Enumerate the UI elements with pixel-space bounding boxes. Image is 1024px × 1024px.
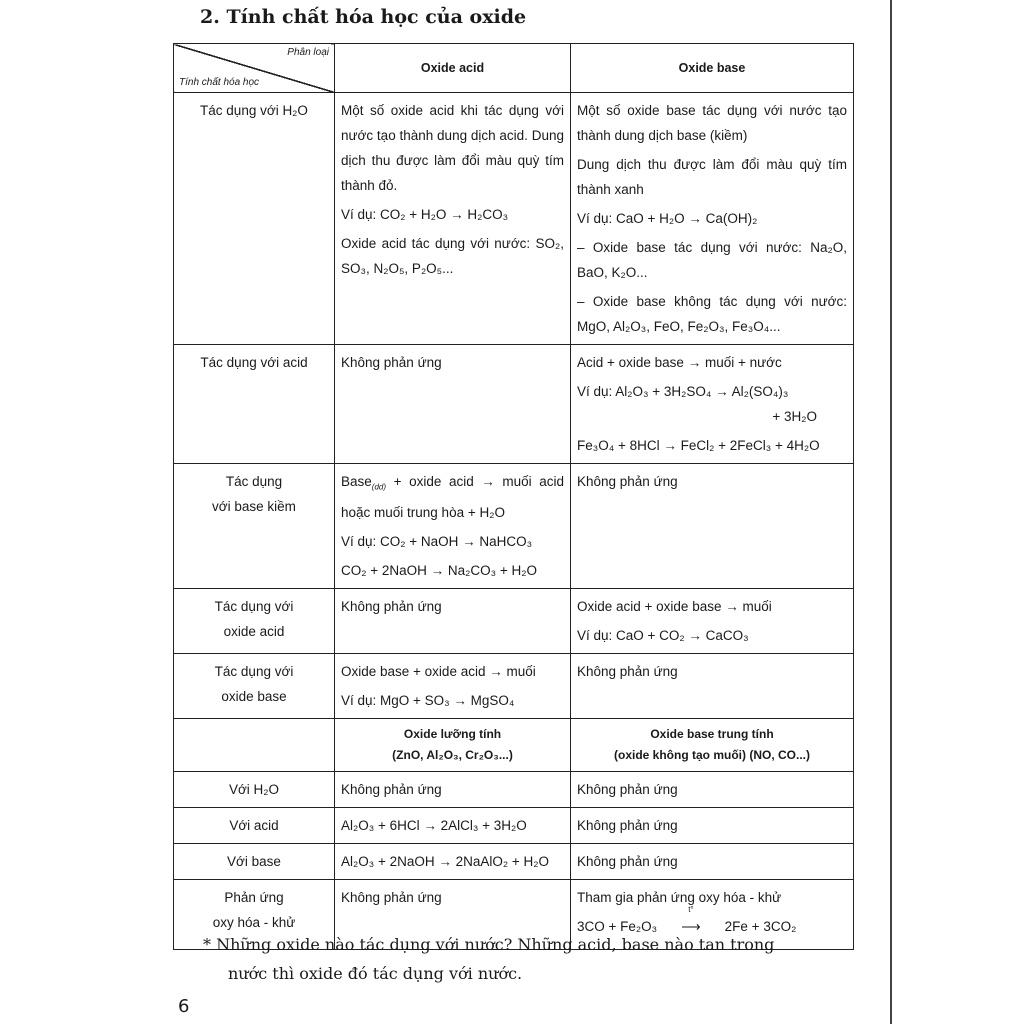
cell-text: – Oxide base tác dụng với nước: Na₂O, BaO, K₂O...: [577, 240, 847, 280]
row-label-line: Tác dụng với: [214, 598, 294, 614]
subscript-dd: (dd): [371, 482, 387, 492]
redox-products: 2Fe + 3CO₂: [724, 918, 797, 934]
header-oxide-acid: Oxide acid: [335, 44, 571, 93]
oxide-acid-cell: [335, 653, 571, 718]
table-row: [174, 653, 854, 718]
cell-text: Oxide acid tác dụng với nước: SO₂, SO₃, N₂O₅, P₂O₅...: [341, 236, 564, 276]
cell-text: Không phản ứng: [341, 355, 442, 370]
oxide-base-cell: [571, 588, 854, 653]
row-label: Với acid: [174, 807, 335, 843]
oxide-properties-table: [173, 43, 854, 950]
example-equation-continued: + 3H₂O: [772, 409, 817, 424]
reaction-condition: t°: [688, 904, 694, 914]
row-label: [174, 653, 335, 718]
row-label: [174, 588, 335, 653]
section-heading: 2. Tính chất hóa học của oxide: [200, 6, 527, 28]
redox-reactants: 3CO + Fe₂O₃: [577, 918, 658, 934]
example-equation: Ví dụ: CO₂ + H₂O → H₂CO₃: [341, 207, 509, 222]
cell-text: – Oxide base không tác dụng với nước: MgO, Al₂O₃, FeO, Fe₂O₃, Fe₃O₄...: [577, 294, 847, 334]
oxide-acid-cell: [335, 588, 571, 653]
example-equation: Ví dụ: CaO + H₂O → Ca(OH)₂: [577, 211, 758, 226]
row-label: Với base: [174, 843, 335, 879]
amphoteric-cell: Al₂O₃ + 6HCl → 2AlCl₃ + 3H₂O: [335, 807, 571, 843]
neutral-cell: Không phản ứng: [571, 807, 854, 843]
cell-text: Tham gia phản ứng oxy hóa - khử: [577, 889, 782, 905]
table-row: [174, 588, 854, 653]
cell-text: Một số oxide acid khi tác dụng với nước tạo thành dung dịch acid. Dung dịch thu được làm đổi màu quỳ tím thành đỏ.: [341, 103, 564, 193]
oxide-base-cell: [571, 653, 854, 718]
row-label: Với H₂O: [174, 771, 335, 807]
arrow-glyph: ⟶: [681, 918, 701, 934]
corner-bottom-label: Tính chất hóa học: [179, 77, 260, 88]
row-label-line: oxy hóa - khử: [212, 914, 296, 930]
header-oxide-base: Oxide base: [571, 44, 854, 93]
oxide-base-cell: [571, 345, 854, 464]
table-header-row: [174, 44, 854, 93]
row-label: Tác dụng với acid: [174, 345, 335, 464]
cell-text: Không phản ứng: [577, 474, 678, 489]
header-line: Oxide lưỡng tính: [403, 726, 502, 741]
header-line: (ZnO, Al₂O₃, Cr₂O₃...): [392, 747, 513, 762]
amphoteric-cell: Không phản ứng: [335, 771, 571, 807]
oxide-acid-cell: [335, 345, 571, 464]
row-label-line: Tác dụng: [225, 474, 283, 489]
cell-text: Không phản ứng: [341, 598, 442, 614]
cell-text: + oxide acid → muối acid hoặc muối trung hòa + H₂O: [341, 474, 564, 520]
page-number: 6: [178, 996, 190, 1017]
example-equation: Ví dụ: CaO + CO₂ → CaCO₃: [577, 627, 749, 643]
corner-top-label: Phân loại: [287, 47, 329, 58]
cell-text: Oxide base + oxide acid → muối: [341, 663, 536, 679]
example-equation: Ví dụ: Al₂O₃ + 3H₂SO₄ → Al₂(SO₄)₃: [577, 384, 789, 399]
row-label-line: với base kiềm: [212, 499, 296, 514]
row-label-line: Tác dụng với: [214, 663, 294, 679]
cell-text: Acid + oxide base → muối + nước: [577, 355, 782, 370]
neutral-cell: Không phản ứng: [571, 771, 854, 807]
table-row: [174, 807, 854, 843]
example-equation: Ví dụ: CO₂ + NaOH → NaHCO₃: [341, 533, 533, 549]
empty-cell: [174, 718, 335, 771]
header-neutral-oxide: [571, 718, 854, 771]
page-edge-line: [890, 0, 892, 1024]
corner-cell: [174, 44, 335, 93]
row-label: [174, 464, 335, 589]
header-line: (oxide không tạo muối) (NO, CO...): [614, 747, 810, 762]
table-subheader-row: [174, 718, 854, 771]
table-row: [174, 771, 854, 807]
table-row: [174, 345, 854, 464]
example-equation: CO₂ + 2NaOH → Na₂CO₃ + H₂O: [341, 562, 538, 578]
oxide-base-cell: [571, 464, 854, 589]
table-row: [174, 464, 854, 589]
oxide-acid-cell: [335, 464, 571, 589]
footnote-line: nước thì oxide đó tác dụng với nước.: [228, 964, 523, 983]
cell-text: Không phản ứng: [577, 663, 678, 679]
table-row: [174, 93, 854, 345]
cell-text: Dung dịch thu được làm đổi màu quỳ tím thành xanh: [577, 157, 847, 197]
cell-text: Một số oxide base tác dụng với nước tạo thành dung dịch base (kiềm): [577, 103, 847, 143]
oxide-base-cell: [571, 93, 854, 345]
oxide-acid-cell: [335, 93, 571, 345]
table-row: [174, 843, 854, 879]
row-label-line: oxide acid: [223, 623, 285, 639]
neutral-cell: Không phản ứng: [571, 843, 854, 879]
row-label-line: Phản ứng: [224, 889, 284, 905]
row-label-line: oxide base: [221, 688, 287, 704]
footnote: [203, 930, 853, 988]
amphoteric-cell: Al₂O₃ + 2NaOH → 2NaAlO₂ + H₂O: [335, 843, 571, 879]
amphoteric-cell: Không phản ứng: [335, 879, 571, 949]
example-equation: Ví dụ: MgO + SO₃ → MgSO₄: [341, 692, 515, 708]
cell-text: Base: [341, 474, 372, 489]
header-amphoteric-oxide: [335, 718, 571, 771]
example-equation: Fe₃O₄ + 8HCl → FeCl₂ + 2FeCl₃ + 4H₂O: [577, 438, 820, 453]
row-label: Tác dụng với H₂O: [174, 93, 335, 345]
header-line: Oxide base trung tính: [650, 726, 774, 741]
footnote-line: * Những oxide nào tác dụng với nước? Những acid, base nào tan trong: [203, 935, 775, 954]
cell-text: Oxide acid + oxide base → muối: [577, 598, 772, 614]
